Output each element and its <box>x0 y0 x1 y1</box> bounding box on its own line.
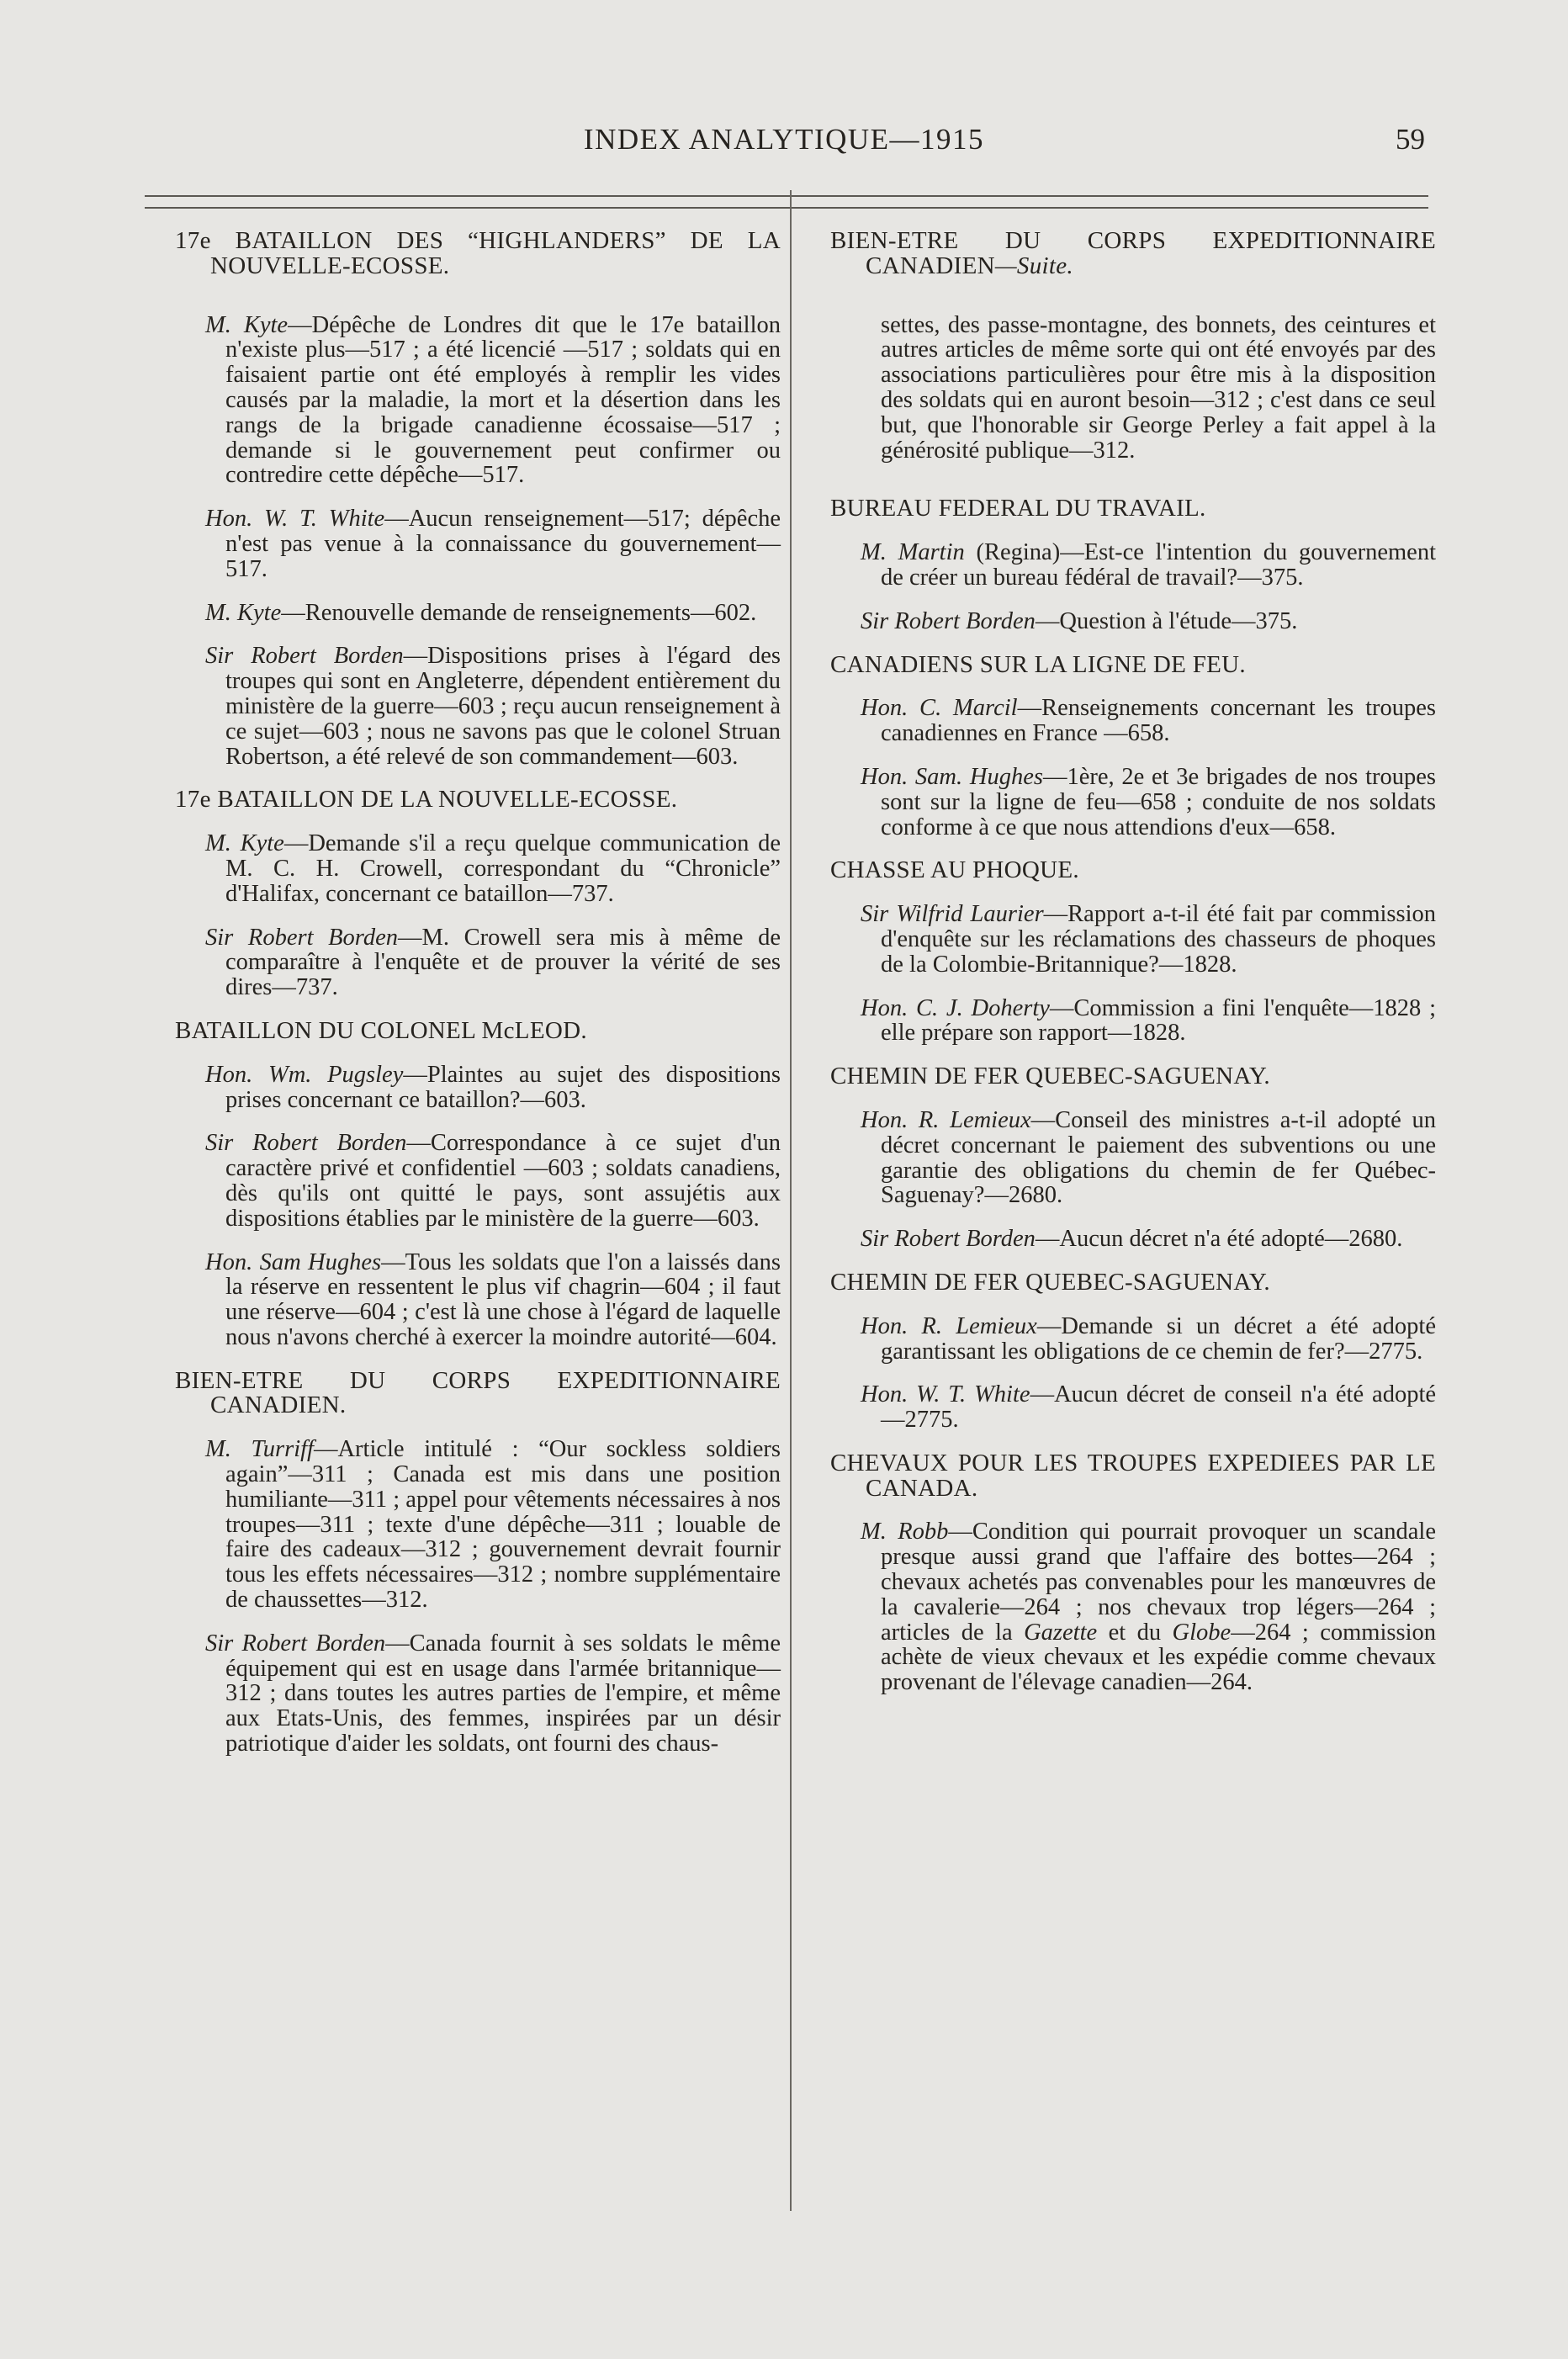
index-entry-continued: settes, des passe-montagne, des bonnets, des ceintures et autres articles de même sorte qui ont été envoyés par des associations particulières pour être mis à la disposition des soldats qui en auront besoin—312 ; c'est dans ce seul but, que l'honorable sir George Perley a fait appel à la générosité publique—312. <box>881 311 1436 464</box>
entry-text: —264 ; commission achète de vieux chevaux et les expédie comme chevaux provenant de l'élevage canadien—264. <box>881 1619 1436 1696</box>
index-entry <box>830 996 1436 1047</box>
entry-text: —Aucun renseignement—517; dépêche n'est pas venue à la connaissance du gouvernement—517. <box>225 506 781 582</box>
speaker: Hon. Wm. Pugsley <box>205 1061 404 1088</box>
speaker: M. Kyte <box>205 830 284 857</box>
running-head: INDEX ANALYTIQUE—1915 <box>583 123 985 156</box>
speaker: Hon. W. T. White <box>205 506 385 533</box>
speaker: Sir Wilfrid Laurier <box>861 901 1044 928</box>
index-entry <box>830 696 1436 746</box>
entry-text: —Condition qui pourrait provoquer un scandale presque aussi grand que l'affaire des bottes—264 ; chevaux achetés pas convenables pour les manœuvres de la cavalerie—264 ; nos chevaux trop légers—264 ; articles de la <box>881 1519 1436 1646</box>
speaker: Hon. R. Lemieux <box>861 1312 1037 1339</box>
entry-text: —Plaintes au sujet des dispositions prises concernant ce bataillon?—603. <box>225 1061 781 1113</box>
header-rule-top <box>145 195 1428 197</box>
speaker: Sir Robert Borden <box>861 607 1036 634</box>
entry-text: —Renseignements concernant les troupes canadiennes en France —658. <box>881 695 1436 747</box>
header-rule-bottom <box>145 207 1428 209</box>
speaker: Hon. C. Marcil <box>861 695 1018 722</box>
entry-text: —Canada fournit à ses soldats le même équipement qui est en usage dans l'armée britannique—312 ; dans toutes les autres parties de l'empire, et même aux Etats-Unis, des femmes, inspirées par un désir patriotique d'aider les soldats, ont fourni des chaus- <box>225 1630 781 1757</box>
speaker: Hon. Sam Hughes <box>205 1248 382 1275</box>
entry-text: —Demande s'il a reçu quelque communication de M. C. H. Crowell, correspondant du “Chronicle” d'Halifax, concernant ce bataillon—737. <box>225 830 781 907</box>
entry-text: —M. Crowell sera mis à même de comparaître à l'enquête et de prouver la vérité de ses dires—737. <box>225 924 781 1001</box>
index-entry <box>830 902 1436 977</box>
index-entry <box>830 1519 1436 1695</box>
page-number: 59 <box>1396 123 1425 156</box>
entry-text: —Commission a fini l'enquête—1828 ; elle prépare son rapport—1828. <box>881 994 1436 1047</box>
heading-suite: —Suite. <box>994 252 1073 279</box>
speaker: Hon. C. J. Doherty <box>861 994 1050 1021</box>
publication-title: Gazette <box>1024 1619 1098 1646</box>
entry-text: et du <box>1097 1619 1173 1646</box>
index-entry <box>830 540 1436 591</box>
left-column <box>175 229 781 1775</box>
entry-text: —Question à l'étude—375. <box>1035 607 1298 634</box>
speaker: Hon. W. T. White <box>861 1381 1030 1408</box>
entry-text: —Dispositions prises à l'égard des troupes qui sont en Angleterre, dépendent entièrement du ministère de la guerre—603 ; reçu aucun renseignement à ce sujet—603 ; nous ne savons pas que le colonel Struan Robertson, a été relevé de son commandement—603. <box>225 643 781 770</box>
speaker: Hon. R. Lemieux <box>861 1106 1031 1133</box>
column-divider <box>790 190 792 2211</box>
section-heading: CANADIENS SUR LA LIGNE DE FEU. <box>830 650 1246 678</box>
speaker: Sir Robert Borden <box>205 643 404 670</box>
index-entry <box>175 601 781 626</box>
index-entry <box>830 1227 1436 1252</box>
index-entry <box>175 831 781 906</box>
speaker: M. Turriff <box>205 1436 314 1463</box>
heading-text: BIEN-ETRE DU CORPS EXPEDITIONNAIRE CANADIEN <box>830 227 1436 279</box>
entry-text: —Correspondance à ce sujet d'un caractère privé et confidentiel —603 ; soldats canadiens, dès qu'ils ont quitté le pays, sont assujétis aux dispositions établies par le ministère de la guerre—603. <box>225 1130 781 1232</box>
speaker: M. Martin <box>861 539 965 566</box>
entry-text: —Tous les soldats que l'on a laissés dans la réserve en ressentent le plus vif chagrin—604 ; il faut une réserve—604 ; c'est là une chose à l'égard de laquelle nous n'avons cherché à exercer la moindre autorité—604. <box>225 1248 781 1350</box>
index-entry <box>175 1250 781 1350</box>
index-entry <box>830 609 1436 634</box>
section-heading: CHEMIN DE FER QUEBEC-SAGUENAY. <box>830 1063 1270 1090</box>
entry-text: —Renouvelle demande de renseignements—602. <box>281 599 757 626</box>
speaker: Sir Robert Borden <box>205 1130 407 1157</box>
speaker: M. Kyte <box>205 599 282 626</box>
right-column <box>830 229 1436 1714</box>
index-entry <box>830 1108 1436 1208</box>
speaker: Sir Robert Borden <box>205 924 398 951</box>
entry-text: —Demande si un décret a été adopté garantissant les obligations de ce chemin de fer?—2775. <box>881 1312 1436 1365</box>
section-heading: BUREAU FEDERAL DU TRAVAIL. <box>830 495 1206 522</box>
index-entry <box>175 1063 781 1113</box>
index-entry <box>830 1314 1436 1365</box>
entry-text: —Aucun décret de conseil n'a été adopté—2775. <box>881 1381 1437 1434</box>
index-entry <box>175 644 781 769</box>
speaker: Hon. Sam. Hughes <box>861 763 1043 790</box>
index-entry <box>830 1382 1436 1433</box>
index-entry <box>175 1131 781 1231</box>
publication-title: Globe <box>1172 1619 1232 1646</box>
entry-text: —Dépêche de Londres dit que le 17e bataillon n'existe plus—517 ; a été licencié —517 ; soldats qui en faisaient partie ont été employés à remplir les vides causés par la maladie, la mort et la désertion dans les rangs de la brigade canadienne écossaise—517 ; demande si le gouvernement peut confirmer ou contredire cette dépêche—517. <box>225 311 781 489</box>
entry-text: —Rapport a-t-il été fait par commission d'enquête sur les réclamations des chasseurs de phoques de la Colombie-Britannique?—1828. <box>881 901 1437 978</box>
index-entry <box>830 765 1436 840</box>
index-entry <box>175 1437 781 1613</box>
index-entry <box>175 506 781 581</box>
index-entry <box>175 1631 781 1757</box>
section-heading: 17e BATAILLON DES “HIGHLANDERS” DE LA NOUVELLE-ECOSSE. <box>175 227 781 279</box>
entry-text: —1ère, 2e et 3e brigades de nos troupes sont sur la ligne de feu—658 ; conduite de nos soldats conforme à ce que nous attendions d'eux—658. <box>881 763 1436 840</box>
index-entry <box>175 313 781 489</box>
section-heading: 17e BATAILLON DE LA NOUVELLE-ECOSSE. <box>175 786 678 814</box>
section-heading: BIEN-ETRE DU CORPS EXPEDITIONNAIRE CANADIEN. <box>175 1366 781 1419</box>
entry-text: (Regina)—Est-ce l'intention du gouvernement de créer un bureau fédéral de travail?—375. <box>881 539 1436 591</box>
entry-text: —Article intitulé : “Our sockless soldiers again”—311 ; Canada est mis dans une position humiliante—311 ; appel pour vêtements nécessaires à nos troupes—311 ; texte d'une dépêche—311 ; louable de faire des cadeaux—312 ; gouvernement devrait fournir tous les effets nécessaires—312 ; nombre supplémentaire de chaussettes—312. <box>225 1436 781 1614</box>
section-heading <box>830 229 1436 279</box>
speaker: M. Robb <box>861 1519 949 1545</box>
section-heading: CHEMIN DE FER QUEBEC-SAGUENAY. <box>830 1268 1270 1296</box>
speaker: Sir Robert Borden <box>861 1226 1036 1253</box>
speaker: Sir Robert Borden <box>205 1630 386 1657</box>
section-heading: CHEVAUX POUR LES TROUPES EXPEDIEES PAR LE CANADA. <box>830 1449 1436 1502</box>
index-entry <box>175 925 781 1000</box>
section-heading: CHASSE AU PHOQUE. <box>830 856 1079 884</box>
entry-text: —Aucun décret n'a été adopté—2680. <box>1035 1226 1403 1253</box>
speaker: M. Kyte <box>205 311 289 338</box>
entry-text: —Conseil des ministres a-t-il adopté un décret concernant le paiement des subventions ou une garantie des obligations du chemin de fer Québec-Saguenay?—2680. <box>881 1106 1436 1209</box>
section-heading: BATAILLON DU COLONEL McLEOD. <box>175 1016 587 1044</box>
